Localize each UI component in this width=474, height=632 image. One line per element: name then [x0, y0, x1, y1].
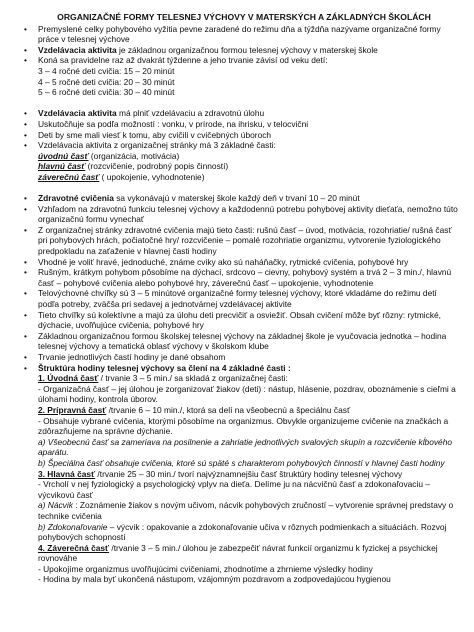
section-heading: [22, 405, 460, 416]
section-detail: - Vrcholí v nej fyziologický a psychologický vplyv na dieťa. Delíme ju na nácvičnú časť a zdokonaľovaciu – výcvikovú časť: [38, 479, 430, 500]
part-label: úvodnú časť: [38, 150, 89, 161]
section-detail: - Upokojíme organizmus uvoľňujúcimi cvičeniami, zhodnotíme a zhrnieme výsledky hodiny: [38, 563, 373, 574]
bullet-icon: •: [24, 108, 27, 119]
paragraph-text: Premyslené celky pohybového vyžitia pevne zaradené do režimu dňa a týždňa nazývame organizačné formy práce v telesnej výchove: [38, 23, 441, 45]
paragraph-text: Uskutočňuje sa podľa možností : vonku, v prírode, na ihrisku, v telocvični: [38, 118, 309, 129]
detail-label: b) Zdokonaľovanie: [38, 521, 108, 532]
term: Vzdelávacia aktivita: [38, 44, 117, 55]
section-detail: [22, 522, 460, 543]
section-detail: [22, 500, 460, 521]
paragraph-text: Tieto chvíľky sú kolektívne a majú za úlohu deti precvičiť a osviežiť. Obsah cvičení môže byť rôzny: rytmické, dýchacie, uvoľňujúce cvičenia, pohybové hry: [38, 309, 442, 331]
part-label: hlavnú časť: [38, 161, 86, 172]
bullet-icon: •: [24, 352, 27, 362]
list-item: [22, 267, 460, 288]
paragraph-text: Koná sa pravidelne raz až dvakrát týždenne a jeho trvanie závisí od veku detí:: [38, 55, 328, 66]
age-line: 4 – 5 ročné deti cvičia: 20 – 30 minút: [38, 76, 175, 87]
paragraph-text: Vhodné je voliť hravé, jednoduché, známe cviky ako sú naháňačky, rytmické cvičenia, pohybové hry: [38, 256, 409, 267]
term: Vzdelávacia aktivita: [38, 108, 117, 119]
list-item: [22, 310, 460, 331]
list-item: [22, 225, 460, 257]
section-detail: - Organizačná časť – jej úlohou je zorganizovať žiakov (deti) : nástup, hlásenie, pozdrav, oboznámenie s cieľmi a úlohami hodiny, kontrola úborov.: [38, 383, 456, 405]
bullet-icon: •: [24, 140, 27, 151]
part-text: ( upokojenie, vyhodnotenie): [99, 171, 205, 182]
paragraph-text: Vzhľadom na zdravotnú funkciu telesnej výchovy a každodennú potrebu pohybovej aktivity dieťaťa, nemožno túto organizačnú formu vynechať: [38, 203, 458, 225]
paragraph-text: má plniť vzdelávaciu a zdravotnú úlohu: [116, 108, 265, 119]
document-title: ORGANIZAČNÉ FORMY TELESNEJ VÝCHOVY V MATERSKÝCH A ZÁKLADNÝCH ŠKOLÁCH: [57, 12, 431, 22]
section-heading: [22, 469, 460, 480]
paragraph-text: Deti by sme mali viesť k tomu, aby cvičili v cvičebných úboroch: [38, 129, 272, 140]
list-item: [22, 108, 460, 119]
list-item: [22, 130, 460, 141]
paragraph-text: Trvanie jednotlivých častí hodiny je dané obsahom: [38, 352, 226, 362]
bullet-icon: •: [24, 288, 27, 299]
spacer: [22, 98, 460, 109]
section-heading: [22, 543, 460, 564]
age-line: 5 – 6 ročné deti cvičia: 30 – 40 minút: [38, 87, 175, 98]
part-label: záverečnú časť: [38, 171, 100, 182]
age-line: 3 – 4 ročné deti cvičia: 15 – 20 minút: [38, 65, 175, 76]
part-text: (organizácia, motivácia): [88, 150, 180, 161]
paragraph-text: sa vykonávajú v materskej škole každý deň v trvaní 10 – 20 minút: [113, 193, 360, 204]
list-item: [22, 140, 460, 151]
detail-text: : Zoznámenie žiakov s novým učivom, nácvik pohybových zručností – vytvorenie správnej predstavy o technike cvičenia: [38, 500, 454, 521]
list-item: [22, 257, 460, 268]
term: Zdravotné cvičenia: [38, 193, 114, 204]
bullet-icon: •: [24, 129, 27, 140]
section-detail: b) Špeciálna časť obsahuje cvičenia, ktoré sú späté s charakterom pohybových činností v hlavnej časti hodiny: [38, 457, 445, 468]
bullet-icon: •: [24, 267, 27, 278]
paragraph-text: Rušným, krátkym pohybom pôsobíme na dýchací, srdcovo – cievny, pohybový systém a trvá 2 – 3 min./, hlavnú časť – pohybové cvičenia alebo pohybové hry, záverečnú časť – upokojenie, vyhodnotenie: [38, 267, 452, 288]
paragraph-text: je základnou organizačnou formou telesnej výchovy v materskej škole: [116, 44, 378, 55]
paragraph-text: Štruktúra hodiny telesnej výchovy sa člení na 4 základné časti :: [38, 362, 291, 373]
bullet-icon: •: [24, 55, 27, 66]
list-item: [22, 119, 460, 130]
list-item: [22, 331, 460, 352]
list-item: [22, 45, 460, 56]
section-detail: a) Všeobecnú časť sa zameriava na posilnenie a zahriatie jednotlivých svalových skupín a rozcvičenie kĺbového aparátu.: [38, 436, 453, 458]
list-item: [22, 193, 460, 204]
section-text: / trvanie 3 – 5 min./ sa skladá z organizačnej časti:: [98, 373, 288, 384]
section-heading: [22, 373, 460, 384]
list-item: [22, 363, 460, 374]
list-item: [22, 24, 460, 45]
list-item: [22, 288, 460, 309]
section-text: /trvanie 3 – 5 min./ úlohou je zabezpečiť návrat funkcií organizmu k fyzickej a psychickej rovnováhe: [38, 542, 438, 564]
section-label: 4. Záverečná časť: [38, 542, 110, 553]
part-line: [22, 172, 460, 183]
part-text: (rozcvičenie, podrobný popis činností): [85, 161, 229, 172]
bullet-icon: •: [24, 224, 27, 235]
bullet-icon: •: [24, 330, 27, 341]
spacer: [22, 183, 460, 194]
detail-label: a) Nácvik: [38, 500, 73, 511]
bullet-icon: •: [24, 118, 27, 129]
bullet-icon: •: [24, 362, 27, 373]
section-detail: - Obsahuje vybrané cvičenia, ktorými pôsobíme na organizmus. Obvykle organizujeme cvičenie na značkách a zdôrazňujeme na správne dýchanie.: [38, 415, 449, 437]
paragraph-text: Z organizačnej stránky zdravotné cvičenia majú tieto časti: rušnú časť – úvod, motivácia, rozohriatie/ rušná časť pri pohybových hrách, počiatočné hry/ rozcvičenie – pomalé rozohriatie organizmu, vytvorenie fyziologického predpokladu na zaťaženie v hlavnej časti hodiny: [38, 224, 452, 257]
part-line: [22, 151, 460, 162]
section-text: /trvanie 6 – 10 min./, ktorá sa delí na všeobecnú a špeciálnu časť: [106, 404, 351, 415]
bullet-icon: •: [24, 203, 27, 214]
bullet-icon: •: [24, 309, 27, 320]
section-detail: - Hodina by mala byť ukončená nástupom, vzájomným pozdravom a zodpovedajúcou hygienou: [38, 574, 391, 585]
section-label: 3. Hlavná časť: [38, 468, 96, 479]
section-label: 1. Úvodná časť: [38, 373, 99, 384]
list-item: [22, 55, 460, 66]
paragraph-text: Vzdelávacia aktivita z organizačnej stránky má 3 základné časti:: [38, 140, 276, 151]
section-text: /trvanie 25 – 30 min./ tvorí najvýznamnejšiu časť štruktúry hodiny telesnej výchovy: [95, 468, 403, 479]
part-line: [22, 161, 460, 172]
detail-text: – výcvik : opakovanie a zdokonaľovanie učiva v rôznych podmienkach a situáciách. Rozvoj pohybových schopností: [38, 521, 447, 543]
bullet-icon: •: [24, 193, 27, 204]
paragraph-text: Základnou organizačnou formou školskej telesnej výchovy na základnej škole je vyučovacia jednotka – hodina telesnej výchovy a tematická oblasť výchovy v školskom klube: [38, 330, 447, 352]
list-item: [22, 204, 460, 225]
bullet-icon: •: [24, 256, 27, 267]
bullet-icon: •: [24, 23, 27, 34]
section-label: 2. Prípravná časť: [38, 404, 107, 415]
bullet-icon: •: [24, 44, 27, 55]
list-item: [22, 352, 460, 363]
paragraph-text: Telovýchovné chvíľky sú 3 – 5 minútové organizačné formy telesnej výchovy, ktoré vkladáme do režimu detí podľa potreby, zväčša pri sedavej a jednotvárnej vzdelávacej aktivite: [38, 288, 437, 310]
